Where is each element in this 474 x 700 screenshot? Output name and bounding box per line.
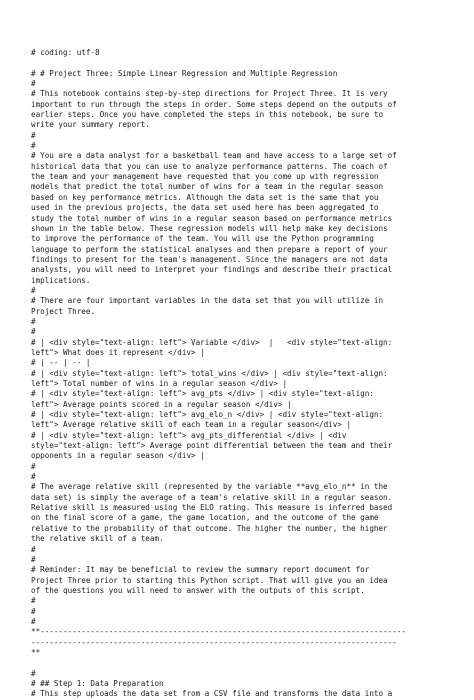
- code-line: of the questions you will need to answer with the outputs of this script.: [31, 585, 365, 595]
- code-line: # | <div style="text-align: left"> avg_elo_n </div> | <div style="text-align:: [31, 410, 384, 420]
- code-line: # Reminder: It may be beneficial to review the summary report document for: [31, 565, 370, 575]
- code-line: the team and your management have requested that you come up with regression: [31, 172, 379, 182]
- code-line: # This notebook contains step-by-step directions for Project Three. It is very: [31, 89, 388, 99]
- code-line: left"> Average points scored in a regular season </div> |: [31, 399, 292, 409]
- code-line: based on key performance metrics. Although the data set is the same that you: [31, 192, 379, 202]
- code-line: # | <div style="text-align: left"> total_wins </div> | <div style="text-align:: [31, 368, 388, 378]
- code-line: #: [31, 285, 36, 295]
- code-line: findings to present for the team's management. Since the managers are not data: [31, 254, 388, 264]
- code-line: #: [31, 606, 36, 616]
- code-line: data set) is simply the average of a team's relative skill in a regular season.: [31, 492, 393, 502]
- code-line: #: [31, 130, 36, 140]
- code-line: #: [31, 461, 36, 471]
- code-line: relative to the probability of that outcome. The higher the number, the higher: [31, 523, 388, 533]
- code-line: opponents in a regular season </div> |: [31, 451, 205, 461]
- code-line: [31, 58, 451, 68]
- code-line: #: [31, 79, 36, 89]
- code-line: # You are a data analyst for a basketball team and have access to a large set of: [31, 151, 397, 161]
- code-line: #: [31, 316, 36, 326]
- code-line: style="text-align: left"> Average point differential between the team and their: [31, 441, 393, 451]
- code-line: # There are four important variables in the data set that you will utilize in: [31, 296, 384, 306]
- code-line: to improve the performance of the team. You will use the Python programming: [31, 234, 374, 244]
- code-line: #: [31, 141, 36, 151]
- code-line: # | <div style="text-align: left"> Variable </div> | <div style="text-align:: [31, 337, 393, 347]
- code-line: --------------------------------------------------------------------------------: [31, 637, 397, 647]
- code-line: [31, 658, 451, 668]
- code-line: #: [31, 472, 36, 482]
- code-line: left"> Average relative skill of each team in a regular season</div> |: [31, 420, 352, 430]
- code-line: # | <div style="text-align: left"> avg_pts_differential </div> | <div: [31, 430, 347, 440]
- code-line: used in the previous projects, the data set used here has been aggregated to: [31, 203, 379, 213]
- code-line: study the total number of wins in a regular season based on performance metrics: [31, 213, 393, 223]
- code-line: Project Three prior to starting this Python script. That will give you an idea: [31, 575, 388, 585]
- code-line: important to run through the steps in order. Some steps depend on the outputs of: [31, 99, 397, 109]
- code-line: # ## Step 1: Data Preparation: [31, 678, 164, 688]
- code-line: #: [31, 554, 36, 564]
- code-line: implications.: [31, 275, 91, 285]
- code-line: #: [31, 616, 36, 626]
- code-line: #: [31, 596, 36, 606]
- code-line: models that predict the total number of wins for a team in the regular season: [31, 182, 384, 192]
- code-line: shown in the table below. These regression models will help make key decisions: [31, 223, 388, 233]
- code-line: Relative skill is measured using the ELO rating. This measure is inferred based: [31, 503, 393, 513]
- code-line: #: [31, 327, 36, 337]
- code-listing: [31, 48, 451, 700]
- code-line: # coding: utf-8: [31, 48, 100, 57]
- code-line: Project Three.: [31, 306, 96, 316]
- code-line: earlier steps. Once you have completed the steps in this notebook, be sure to: [31, 110, 384, 120]
- code-line: write your summary report.: [31, 120, 150, 130]
- code-line: **--------------------------------------------------------------------------------: [31, 627, 406, 637]
- code-line: **: [31, 647, 41, 657]
- code-line: # The average relative skill (represented by the variable **avg_elo_n** in the: [31, 482, 388, 492]
- code-line: # # Project Three: Simple Linear Regression and Multiple Regression: [31, 68, 338, 78]
- code-line: left"> Total number of wins in a regular season </div> |: [31, 379, 288, 388]
- code-line: language to perform the statistical analyses and then prepare a report of your: [31, 244, 388, 254]
- code-line: # | <div style="text-align: left"> avg_pts </div> | <div style="text-align:: [31, 389, 374, 399]
- code-line: analysts, you will need to interpret your findings and describe their practical: [31, 265, 393, 275]
- code-line: # | -- | -- |: [31, 358, 91, 368]
- code-line: #: [31, 544, 36, 554]
- code-line: historical data that you can use to analyze performance patterns. The coach of: [31, 161, 388, 171]
- code-line: # This step uploads the data set from a CSV file and transforms the data into a: [31, 689, 393, 699]
- code-line: on the final score of a game, the game location, and the outcome of the game: [31, 513, 379, 523]
- code-line: #: [31, 668, 36, 678]
- code-line: the relative skill of a team.: [31, 534, 164, 544]
- code-line: left"> What does it represent </div> |: [31, 347, 205, 357]
